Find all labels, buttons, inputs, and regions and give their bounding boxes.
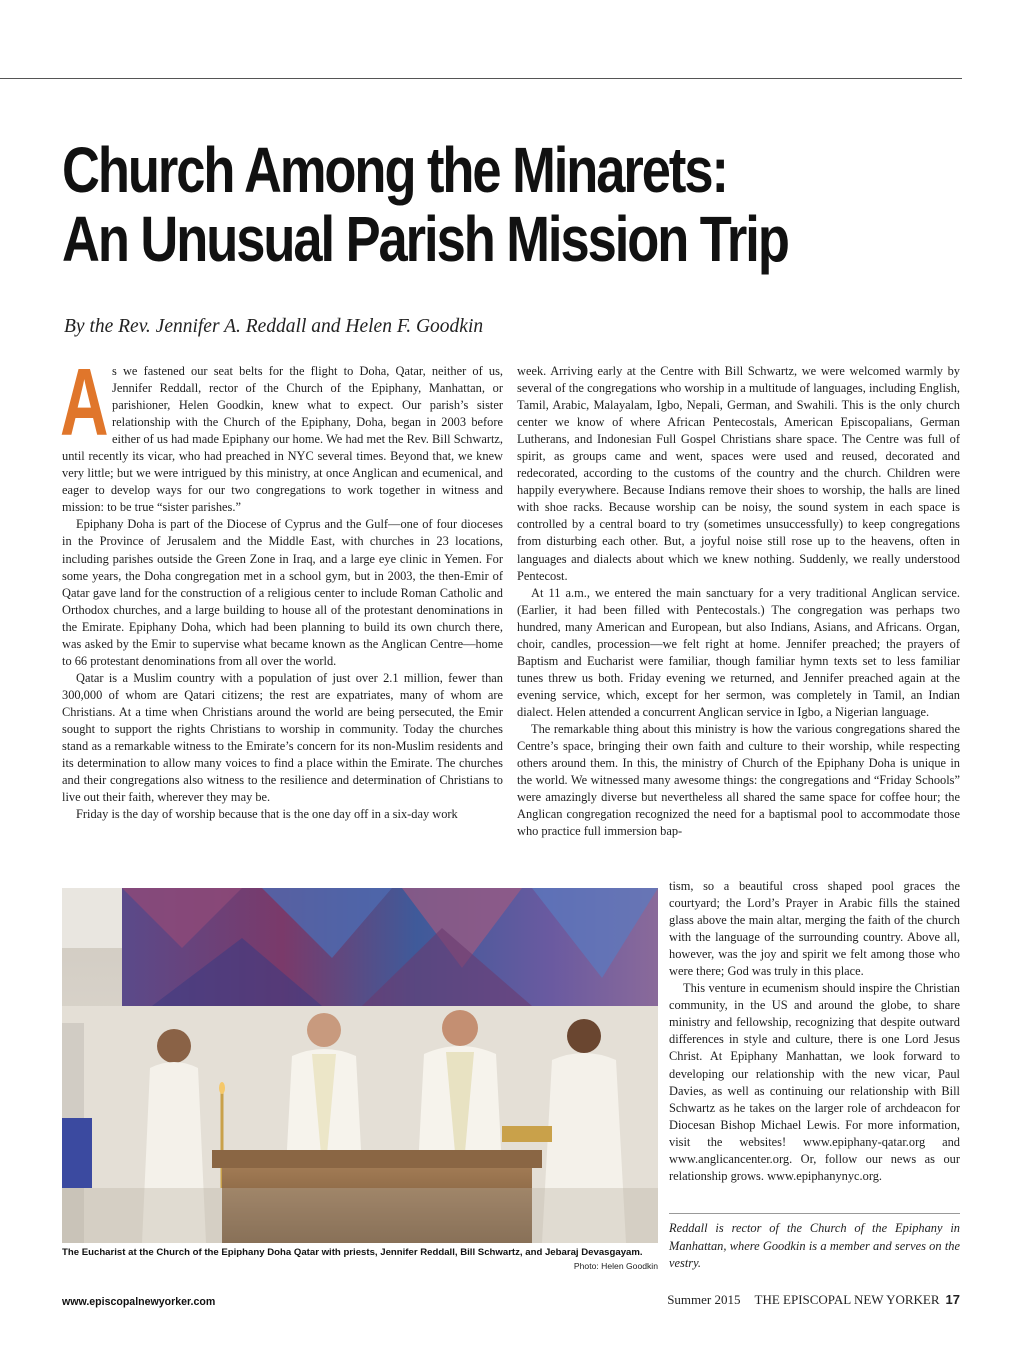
article-paragraph bbox=[60, 349, 503, 516]
headline-line-2: An Unusual Parish Mission Trip bbox=[62, 203, 788, 276]
drop-cap: A bbox=[60, 349, 109, 456]
page-number: 17 bbox=[945, 1292, 960, 1307]
article-paragraph: Qatar is a Muslim country with a population of just over 2.1 million, fewer than 300,000 of whom are Qatari citizens; the rest are expatriates, many of whom are Christians. At a time when Christians around the world are being persecuted, the Emir sought to support the rights Christians to worship in community. Today the churches stand as a remarkable witness to the Emirate’s concern for its non-Muslim residents and its determination to allow many voices to find a place within the Emirate. The churches and their congregations also witness to the resilience and determination of Christians to live out their faith, wherever they may be. bbox=[62, 670, 503, 805]
author-bio: Reddall is rector of the Church of the Epiphany in Manhattan, where Goodkin is a member and serves on the vestry. bbox=[669, 1221, 960, 1270]
article-paragraph: Epiphany Doha is part of the Diocese of Cyprus and the Gulf—one of four dioceses in the Province of Jerusalem and the Middle East, with churches in 23 locations, including parishes outside the Green Zone in Iraq, and a large eye clinic in Yemen. For some years, the Doha congregation met in a school gym, but in 2003, the then-Emir of Qatar gave land for the construction of a religious center to include Roman Catholic and Orthodox churches, and a large building to house all of the protestant denominations in the Emirate. Epiphany Doha, which had been planning to build its own church there, was asked by the Emir to supervise what became known as the Anglican Centre—home to 66 protestant denominations from all over the world. bbox=[62, 517, 503, 668]
article-paragraph: At 11 a.m., we entered the main sanctuary for a very traditional Anglican service. (Earlier, it had been filled with Pentecostals.) The congregation was perhaps two hundred, many American and European, but also Indians, Asians, and Africans. Organ, choir, candles, procession—we felt right at home. Jennifer preached; the prayers of Baptism and Eucharist were familiar, though familiar hymn texts set to less familiar tunes threw us both. Friday evening we returned, and Jennifer preached again at the evening service, which, except for her sermon, was completely in Tamil, an Indian dialect. Helen attended a concurrent Anglican service in Igbo, a Nigerian language. bbox=[517, 585, 960, 719]
headline-line-1: Church Among the Minarets: bbox=[62, 134, 727, 206]
top-rule bbox=[0, 78, 962, 79]
footer-issue-info bbox=[667, 1292, 960, 1308]
bio-rule bbox=[669, 1213, 960, 1214]
eucharist-photo bbox=[62, 888, 658, 1243]
photo-caption: The Eucharist at the Church of the Epiphany Doha Qatar with priests, Jennifer Reddall, Bill Schwartz, and Jebaraj Devasgayam. bbox=[62, 1247, 643, 1258]
article-paragraph: The remarkable thing about this ministry is how the various congregations shared the Centre’s space, bringing their own faith and culture to their worship, while respecting others around them. In this, the ministry of Church of the Epiphany Doha is unique in the world. We witnessed many awesome things: the congregations and “Friday Schools” were amazingly diverse but nevertheless all shared the same space for coffee hour; the Anglican congregation recognized the need for a baptismal pool to accommodate those who practice full immersion bap- bbox=[517, 721, 960, 839]
photo-credit: Photo: Helen Goodkin bbox=[573, 1261, 658, 1271]
footer-issue: Summer 2015 bbox=[667, 1292, 741, 1307]
article-column-left bbox=[60, 349, 503, 823]
byline: By the Rev. Jennifer A. Reddall and Helen F. Goodkin bbox=[64, 316, 484, 337]
article-column-bottom bbox=[669, 878, 960, 1185]
footer-website[interactable]: www.episcopalnewyorker.com bbox=[62, 1296, 216, 1308]
photo-illustration bbox=[62, 888, 658, 1243]
footer-publication: THE EPISCOPAL NEW YORKER bbox=[754, 1292, 940, 1307]
article-paragraph: Friday is the day of worship because that is the one day off in a six-day work bbox=[76, 807, 458, 822]
article-paragraph: This venture in ecumenism should inspire the Christian community, in the US and around the globe, to share ministry and fellowship, recognizing that despite outward differences in style and culture, there is one Lord Jesus Christ. At Epiphany Manhattan, we look forward to developing our relationship with the new vicar, Paul Davies, as well as continuing our relationship with Bill Schwartz as he takes on the larger role of archdeacon for Diocesan Bishop Michael Lewis. For more information, visit the websites! www.epiphany-qatar.org and www.anglicancenter.org. Or, follow our news as our relationship grows. www.epiphanynyc.org. bbox=[669, 981, 960, 1183]
article-paragraph: week. Arriving early at the Centre with Bill Schwartz, we were welcomed warmly by several of the congregations who worship in a multitude of languages, including English, Tamil, Arabic, Malayalam, Igbo, Nepali, German, and Swahili. This is the only church center we know of where African Pentecostals, American Episcopalians, German Lutherans, and Indonesian Full Gospel Christians share space. The Centre was full of spirit, as groups came and went, spaces were used and reused, decorated and redecorated, according to the customs of the country and the church. Children were happily everywhere. Because Indians remove their shoes to worship, the halls are lined with shoe racks. Because worship can be noisy, the sound system in each space is controlled by a central board to try (sometimes unsuccessfully) to keep congregations from disturbing each other. But, a joyful noise still rose up to the heavens, often in languages and dialects about which we knew nothing. Suddenly, we really understood Pentecost. bbox=[517, 364, 960, 583]
headline bbox=[62, 136, 800, 274]
article-column-right bbox=[517, 363, 960, 840]
article-paragraph: tism, so a beautiful cross shaped pool graces the courtyard; the Lord’s Prayer in Arabic fills the stained glass above the main altar, merging the faith of the church with the language of the surrounding country. Above all, however, was the joy and spirit we felt among those who were there; God was truly in this place. bbox=[669, 879, 960, 979]
paragraph-text: s we fastened our seat belts for the flight to Doha, Qatar, neither of us, Jennifer Reddall, rector of the Church of the Epiphany, Manhattan, or parishioner, Helen Goodkin, knew what to expect. Our parish’s sister relationship with the Church of the Epiphany, Doha, began in 2003 before either of us had made Epiphany our home. We had met the Rev. Bill Schwartz, until recently its vicar, who had preached in NYC several times. Beyond that, we knew very little; but we were intrigued by this ministry, at once Anglican and ecumenical, and eager to develop ways for our two congregations to work together in witness and mission: to be true “sister parishes.” bbox=[62, 364, 503, 515]
